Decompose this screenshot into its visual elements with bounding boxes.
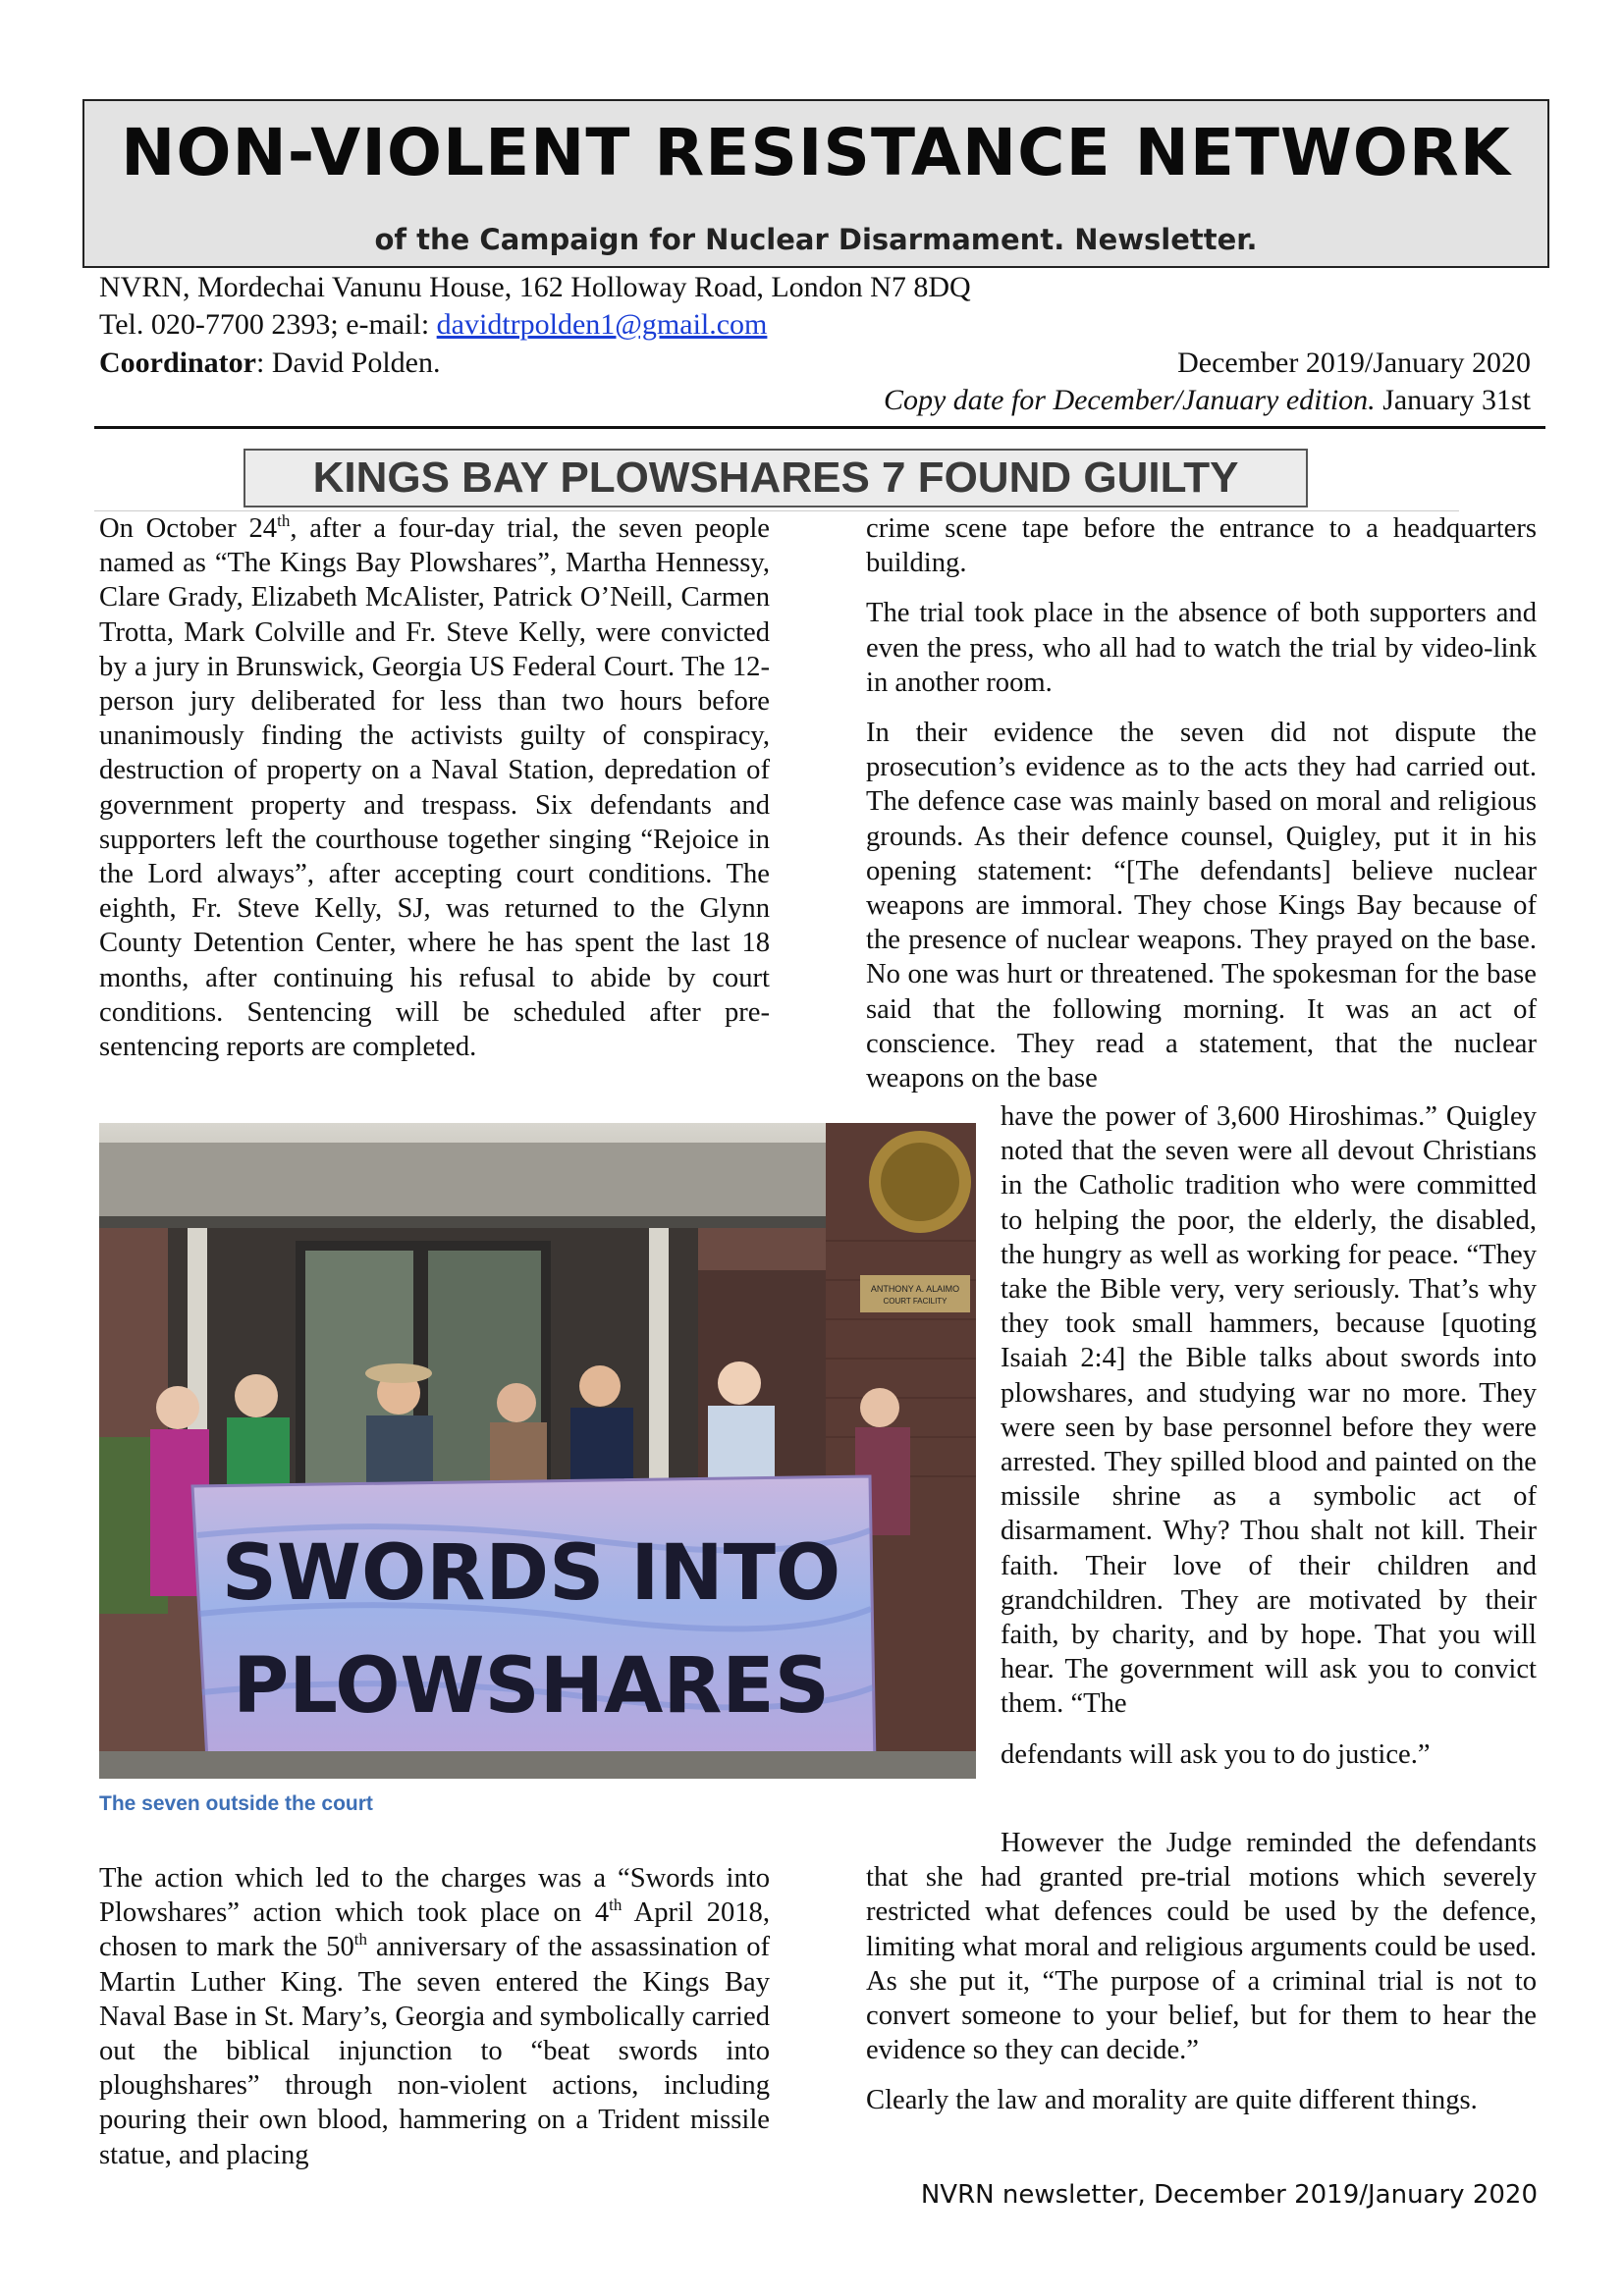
postal-address: NVRN, Mordechai Vanunu House, 162 Holloway Road, London N7 8DQ [99,271,971,303]
svg-text:COURT FACILITY: COURT FACILITY [883,1297,947,1306]
contact-line [99,306,767,344]
intro-superscript: th [277,511,291,530]
newsletter-title: NON-VIOLENT RESISTANCE NETWORK [121,115,1511,190]
newsletter-subtitle: of the Campaign for Nuclear Disarmament. Newsletter. [374,223,1258,256]
action-superscript-2: th [353,1930,367,1949]
paragraph-closing: Clearly the law and morality are quite different things. [866,2085,1478,2116]
banner-line-1: SWORDS INTO [221,1529,841,1618]
copy-date-line [884,382,1531,419]
court-photo [99,1123,976,1779]
coordinator-name: : David Polden. [256,347,441,379]
paragraph-tape: crime scene tape before the entrance to a headquarters building. [866,513,1537,579]
page-footer: NVRN newsletter, December 2019/January 2020 [920,2180,1538,2210]
action-part-3: anniversary of the assassination of Martin Luther King. The seven entered the Kings Bay Naval Base in St. Mary’s, Georgia and symbolically carried out the biblical injunction to “beat swords into ploughshares” through non-violent actions, including pouring their own blood, hammering on a Trident missile statue, and placing [99,1932,771,2170]
masthead [82,99,1549,268]
photo-caption: The seven outside the court [99,1792,373,1815]
paragraph-justice: defendants will ask you to do justice.” [1001,1738,1431,1770]
edition-date: December 2019/January 2020 [1177,347,1531,379]
coordinator-label: Coordinator [99,347,256,379]
intro-part-1: On October 24 [99,513,278,544]
paragraph-evidence: In their evidence the seven did not dispute the prosecution’s evidence as to the acts they had carried out. The defence case was mainly based on moral and religious grounds. As their defence counsel, Quigley, put it in his opening statement: “[The defendants] believe nuclear weapons are immoral. They chose Kings Bay because of the presence of nuclear weapons. They prayed on the base. No one was hurt or threatened. The spokesman for the base said that the following morning. It was an act of conscience. They read a statement, that the nuclear weapons on the base [866,718,1537,1095]
paragraph-intro [99,511,770,1064]
action-part-2: April 2018, chosen to mark the 50 [99,1897,770,1963]
article-left-top [99,511,770,1064]
paragraph-quigley: have the power of 3,600 Hiroshimas.” Quigley noted that the seven were all devout Christians in the Catholic tradition who were committed to helping the poor, the elderly, the disabled, the hungry as well as working for peace. “They take the Bible very, very seriously. That’s why they took small hammers, because [quoting Isaiah 2:4] the Bible talks about swords into plowshares, and studying war no more. They were seen by base personnel before they were arrested. They spilled blood and painted on the missile shrine as a symbolic act of disarmament. Why? Thou shalt not kill. Their faith. Their love of their children and grandchildren. They are motivated by their faith, by charity, and by hope. That you will hear. The government will ask you to convict them. “The [1001,1101,1537,1720]
coordinator-line [99,345,441,382]
article-right-top [866,511,1537,1095]
action-part-1: The action which led to the charges was a “Swords into Plowshares” action which took place on 4 [99,1863,770,1929]
article-right-bottom [866,1826,1537,2118]
email-link[interactable]: davidtrpolden1@gmail.com [436,308,768,341]
article-left-bottom [99,1861,770,2172]
building-sign-text: ANTHONY A. ALAIMO [870,1284,960,1294]
action-superscript-1: th [609,1896,623,1915]
article-right-narrow [1001,1099,1537,1772]
telephone: Tel. 020-7700 2393; e-mail: [99,308,437,341]
copy-date: January 31st [1375,384,1531,416]
intro-part-2: , after a four-day trial, the seven people named as “The Kings Bay Plowshares”, Martha Hennessy, Clare Grady, Elizabeth McAlister, Patrick O’Neill, Carmen Trotta, Mark Colville and Fr. Steve Kelly, were convicted by a jury in Brunswick, Georgia US Federal Court. The 12-person jury deliberated for less than two hours before unanimously finding the activists guilty of conspiracy, destruction of property on a Naval Station, depredation of government property and trespass. Six defendants and supporters left the courthouse together singing “Rejoice in the Lord always”, after accepting court conditions. The eighth, Fr. Steve Kelly, SJ, was returned to the Glynn County Detention Center, where he has spent the last 18 months, after continuing his refusal to abide by court conditions. Sentencing will be scheduled after pre-sentencing reports are completed. [99,513,770,1063]
paragraph-judge: However the Judge reminded the defendants that she had granted pre-trial motions which severely restricted what defences could be used by the defence, limiting what moral and religious arguments could be used. As she put it, “The purpose of a criminal trial is not to convert someone to your belief, but for them to hear the evidence so they can decide.” [866,1828,1537,2066]
paragraph-action [99,1861,770,2172]
header-divider [94,426,1545,429]
copy-date-label: Copy date for December/January edition. [883,384,1376,416]
article-headline: KINGS BAY PLOWSHARES 7 FOUND GUILTY [244,449,1308,507]
court-photo-illustration [99,1123,976,1779]
banner-line-2: PLOWSHARES [233,1642,830,1731]
paragraph-trial: The trial took place in the absence of both supporters and even the press, who all had to watch the trial by video-link in another room. [866,598,1537,698]
